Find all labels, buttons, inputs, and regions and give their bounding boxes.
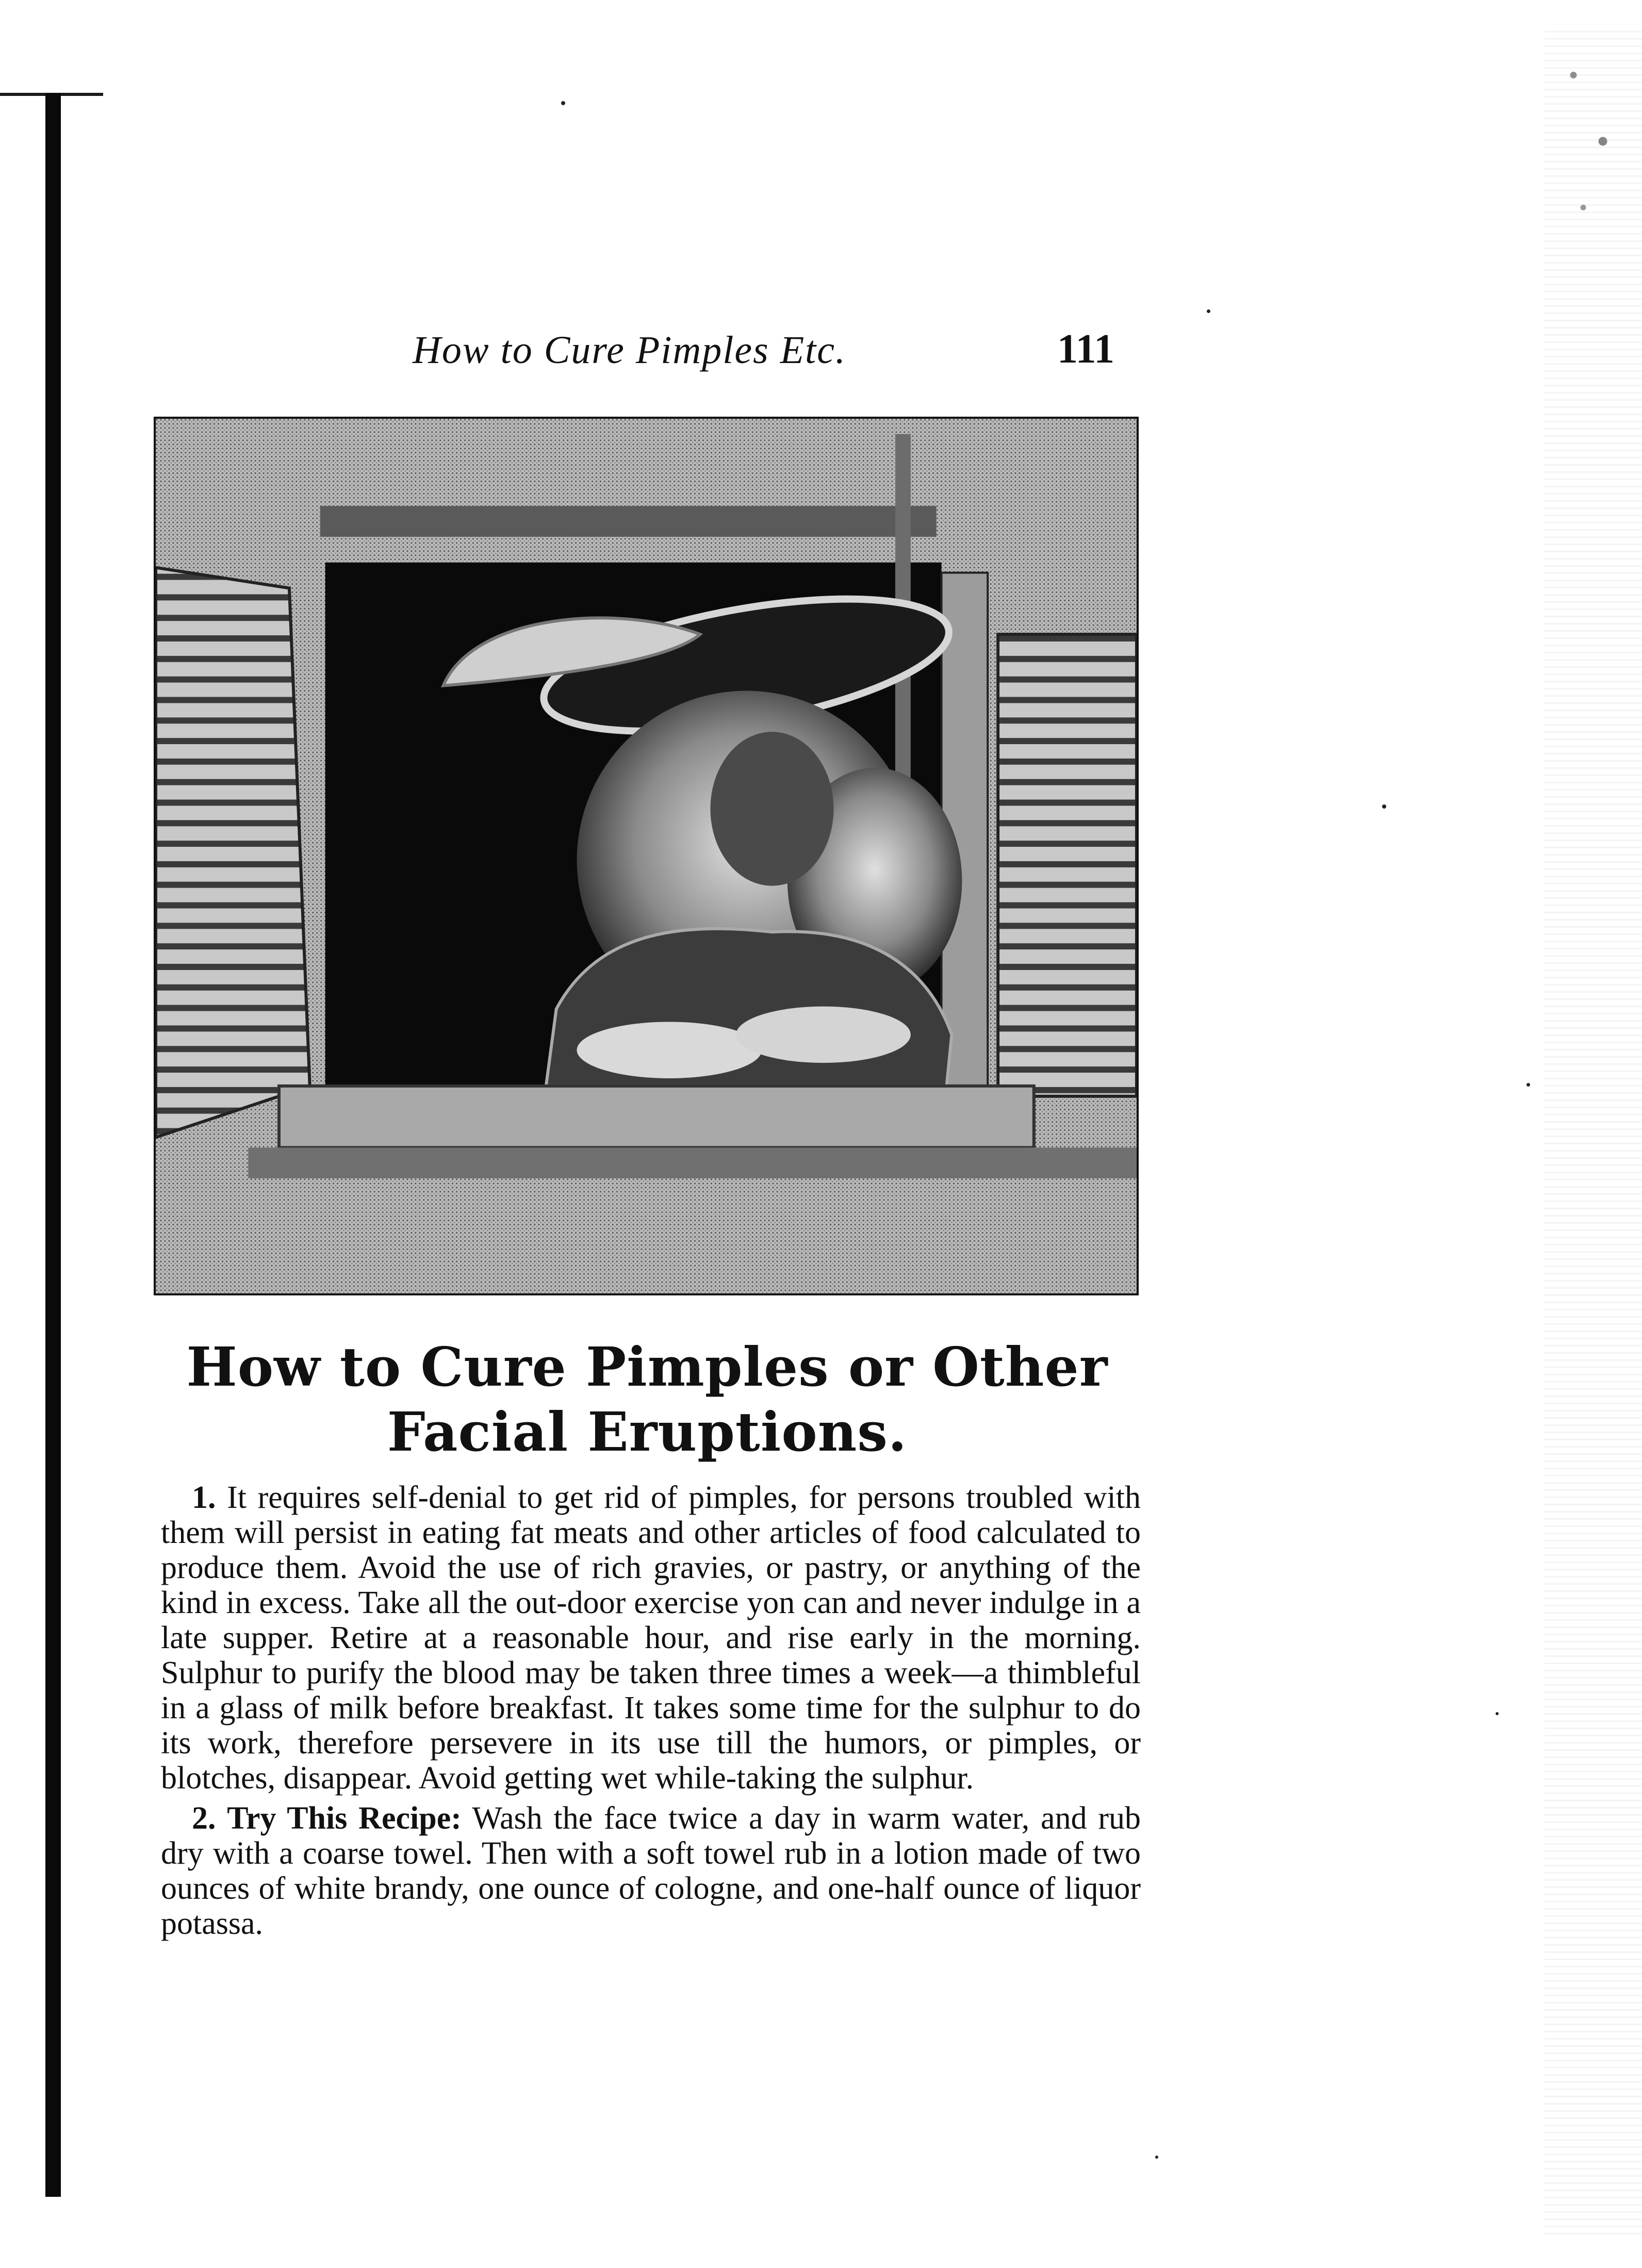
paragraph-2-label: Try This Recipe: (227, 1801, 462, 1836)
paragraph-2 (161, 1801, 1141, 1941)
print-speck (1526, 1083, 1530, 1087)
page-number: 111 (1057, 326, 1115, 372)
print-speck (1382, 804, 1386, 809)
illustration (154, 417, 1139, 1295)
photo-girl-in-window-icon (156, 419, 1137, 1293)
print-speck (1496, 1712, 1499, 1715)
paragraph-1-text: It requires self-denial to get rid of pimples, for persons troubled with them will persist in eating fat meats and other articles of food calculated to produce them. Avoid the use of rich gravies, or pastry, or anything of the kind in excess. Take all the out-door exercise yon can and never indulge in a late supper. Retire at a reasonable hour, and rise early in the morning. Sulphur to purify the blood may be taken three times a week—a thimbleful in a glass of milk before breakfast. It takes some time for the sulphur to do its work, therefore persevere in its use till the humors, or pimples, or blotches, disappear. Avoid getting wet while-taking the sulphur. (161, 1480, 1141, 1796)
paragraph-1-number: 1. (192, 1480, 216, 1515)
print-speck (1207, 309, 1210, 313)
print-speck (1155, 2156, 1158, 2159)
paragraph-2-number: 2. (192, 1801, 216, 1836)
print-speck (561, 101, 565, 105)
article-title-line-2: Facial Eruptions. (387, 1400, 908, 1464)
article-body (161, 1480, 1141, 1946)
paragraph-1 (161, 1480, 1141, 1796)
article-title-line-1: How to Cure Pimples or Other (186, 1335, 1108, 1399)
binding-edge (45, 93, 61, 2197)
paragraph-2-text: Wash the face twice a day in warm water, and rub dry with a coarse towel. Then with a soft towel rub in a lotion made of two ounces of white brandy, one ounce of cologne, and one-half ounce of liquor potassa. (161, 1801, 1141, 1941)
running-head: How to Cure Pimples Etc. (413, 328, 846, 372)
page-edge-shadow (1544, 31, 1642, 2238)
article-title (155, 1335, 1140, 1465)
